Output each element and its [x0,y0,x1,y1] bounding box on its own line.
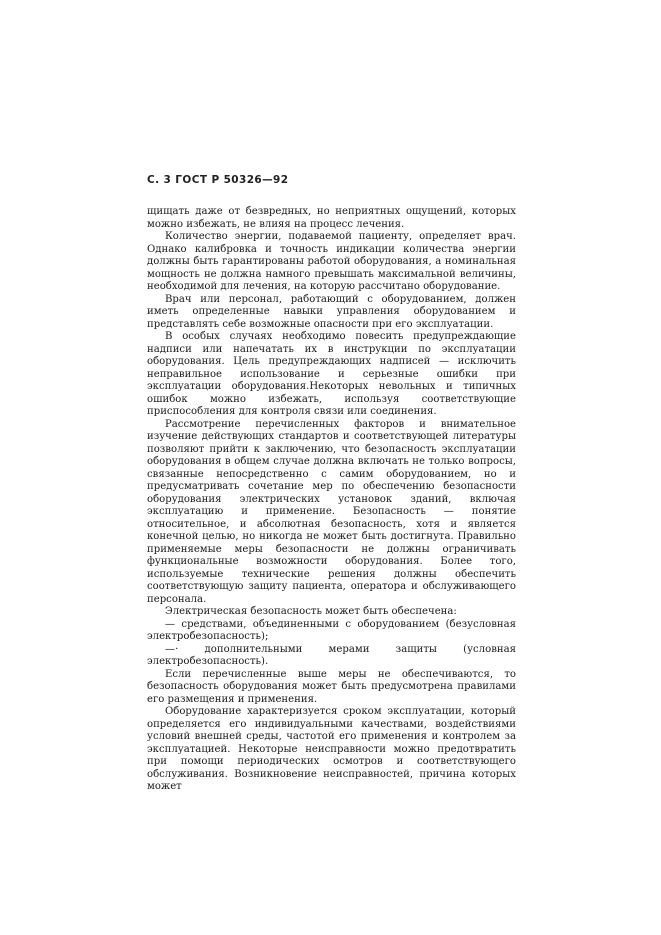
running-head: С. 3 ГОСТ Р 50326—92 [147,174,289,186]
paragraph: Если перечисленные выше меры не обеспечиваются, то безопасность оборудования может быть предусмотрена правилами его размещения и применения. [147,668,516,705]
list-item: —· дополнительными мерами защиты (условная электробезопасность). [147,643,516,667]
paragraph: щищать даже от безвредных, но неприятных ощущений, которых можно избежать, не влияя на процесс лечения. [147,206,516,230]
list-item: — средствами, объединенными с оборудованием (безусловная электробезопасность); [147,618,516,642]
body-text [147,206,516,794]
paragraph: Врач или персонал, работающий с оборудованием, должен иметь определенные навыки управления оборудованием и представлять себе возможные опасности при его эксплуатации. [147,293,516,330]
paragraph: В особых случаях необходимо повесить предупреждающие надписи или напечатать их в инструкции по эксплуатации оборудования. Цель предупреждающих надписей — исключить неправильное использование и серьезные ошибки при эксплуатации оборудования.Некоторых невольных и типичных ошибок можно избежать, используя соответствующие приспособления для контроля связи или соединения. [147,331,516,417]
paragraph: Электрическая безопасность может быть обеспечена: [165,606,457,617]
paragraph: Оборудование характеризуется сроком эксплуатации, который определяется его индивидуальными качествами, воздействиями условий внешней среды, частотой его применения и контролем за эксплуатацией. Некоторые неисправности можно предотвратить при помощи периодических осмотров и соответствующего обслуживания. Возникновение неисправностей, причина которых может [147,706,516,792]
paragraph: Количество энергии, подаваемой пациенту, определяет врач. Однако калибровка и точность индикации количества энергии должны быть гарантированы работой оборудования, а номинальная мощность не должна намного превышать максимальной величины, необходимой для лечения, на которую рассчитано оборудование. [147,231,516,292]
paragraph: Рассмотрение перечисленных факторов и внимательное изучение действующих стандартов и соответствующей литературы позволяют прийти к заключению, что безопасность эксплуатации оборудования в общем случае должна включать не только вопросы, связанные непосредственно с самим оборудованием, но и предусматривать сочетание мер по обеспечению безопасности оборудования электрических установок зданий, включая эксплуатацию и применение. Безопасность — понятие относительное, и абсолютная безопасность, хотя и является конечной целью, но никогда не может быть достигнута. Правильно применяемые меры безопасности не должны ограничивать функциональные возможности оборудования. Более того, используемые технические решения должны обеспечить соответствующую защиту пациента, оператора и обслуживающего персонала. [147,418,516,605]
